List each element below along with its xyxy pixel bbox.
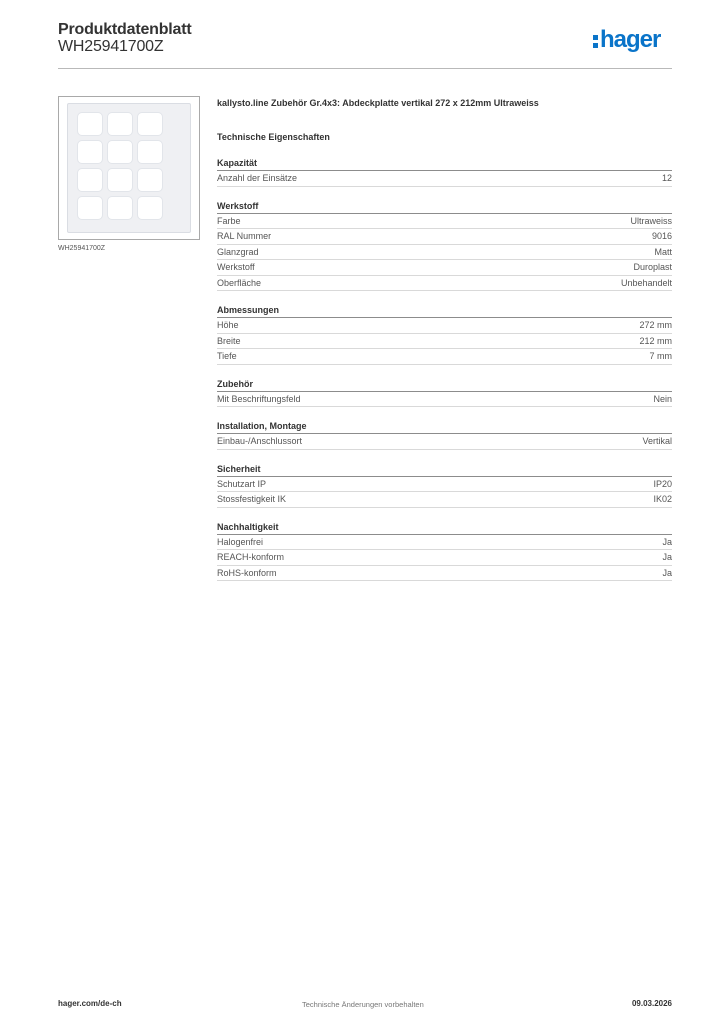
property-label: Einbau-/Anschlussort xyxy=(217,436,303,446)
property-label: Höhe xyxy=(217,320,239,330)
property-value: 9016 xyxy=(651,231,672,241)
property-value: IK02 xyxy=(653,494,672,504)
document-title: Produktdatenblatt xyxy=(58,21,192,38)
insert-opening xyxy=(137,112,163,136)
property-value: Matt xyxy=(654,246,672,257)
property-value: 272 mm xyxy=(639,320,672,330)
property-row xyxy=(217,276,672,292)
property-label: Stossfestigkeit IK xyxy=(217,494,287,504)
insert-opening xyxy=(77,140,103,164)
insert-opening xyxy=(107,112,133,136)
property-value: Ja xyxy=(662,567,672,578)
property-row xyxy=(217,245,672,261)
property-row xyxy=(217,318,672,334)
property-group xyxy=(217,303,672,365)
logo-text: hager xyxy=(600,26,661,53)
property-row xyxy=(217,434,672,450)
property-group-title: Zubehör xyxy=(217,377,672,392)
property-value: Ultraweiss xyxy=(630,215,672,226)
property-label: REACH-konform xyxy=(217,552,285,562)
property-row xyxy=(217,535,672,551)
footer-date: 09.03.2026 xyxy=(631,999,672,1008)
property-row xyxy=(217,550,672,566)
product-image-caption: WH25941700Z xyxy=(58,245,106,252)
property-label: Oberfläche xyxy=(217,277,262,288)
header-divider xyxy=(58,68,672,69)
property-group-title: Nachhaltigkeit xyxy=(217,520,672,535)
product-image xyxy=(58,96,200,240)
property-label: Halogenfrei xyxy=(217,536,264,547)
property-row xyxy=(217,334,672,350)
product-title: kallysto.line Zubehör Gr.4x3: Abdeckplatte vertikal 272 x 212mm Ultraweiss xyxy=(217,98,539,108)
property-value: IP20 xyxy=(653,478,672,489)
insert-opening xyxy=(107,196,133,220)
insert-opening xyxy=(77,112,103,136)
property-value: Duroplast xyxy=(633,262,672,272)
property-value: Vertikal xyxy=(642,436,672,446)
property-group-title: Werkstoff xyxy=(217,199,672,214)
property-label: RAL Nummer xyxy=(217,231,272,241)
property-label: Schutzart IP xyxy=(217,478,267,489)
property-group xyxy=(217,156,672,187)
insert-opening xyxy=(137,168,163,192)
property-label: RoHS-konform xyxy=(217,567,277,578)
property-value: 212 mm xyxy=(639,335,672,346)
property-row xyxy=(217,492,672,508)
property-value: 7 mm xyxy=(649,351,672,361)
property-label: Glanzgrad xyxy=(217,246,259,257)
product-details xyxy=(217,96,672,581)
footer-note: Technische Änderungen vorbehalten xyxy=(302,1000,424,1009)
property-row xyxy=(217,171,672,187)
footer-website[interactable]: hager.com/de-ch xyxy=(58,999,122,1008)
insert-opening xyxy=(77,196,103,220)
hager-logo xyxy=(593,28,660,52)
property-row xyxy=(217,229,672,245)
property-row xyxy=(217,566,672,582)
property-group-title: Installation, Montage xyxy=(217,419,672,434)
property-label: Werkstoff xyxy=(217,262,255,272)
property-group xyxy=(217,520,672,582)
property-row xyxy=(217,260,672,276)
property-group xyxy=(217,462,672,508)
property-label: Tiefe xyxy=(217,351,237,361)
insert-opening xyxy=(107,168,133,192)
property-group xyxy=(217,419,672,450)
logo-colon-icon xyxy=(593,32,599,48)
property-value: 12 xyxy=(661,173,672,183)
property-group-title: Abmessungen xyxy=(217,303,672,318)
insert-opening xyxy=(137,140,163,164)
property-label: Anzahl der Einsätze xyxy=(217,173,298,183)
property-value: Ja xyxy=(662,536,672,547)
property-group-title: Kapazität xyxy=(217,156,672,171)
property-row xyxy=(217,214,672,230)
property-row xyxy=(217,477,672,493)
property-group xyxy=(217,199,672,292)
insert-opening xyxy=(137,196,163,220)
property-value: Nein xyxy=(653,393,672,404)
property-row xyxy=(217,349,672,365)
property-group xyxy=(217,377,672,408)
cover-plate-illustration xyxy=(67,103,191,233)
property-row xyxy=(217,392,672,408)
property-label: Breite xyxy=(217,335,241,346)
properties-heading: Technische Eigenschaften xyxy=(217,132,330,142)
property-group-title: Sicherheit xyxy=(217,462,672,477)
property-label: Mit Beschriftungsfeld xyxy=(217,393,301,404)
insert-opening xyxy=(107,140,133,164)
document-subtitle: WH25941700Z xyxy=(58,38,164,55)
property-label: Farbe xyxy=(217,215,241,226)
property-groups xyxy=(217,156,672,581)
property-value: Ja xyxy=(662,552,672,562)
insert-opening xyxy=(77,168,103,192)
property-value: Unbehandelt xyxy=(620,277,672,288)
